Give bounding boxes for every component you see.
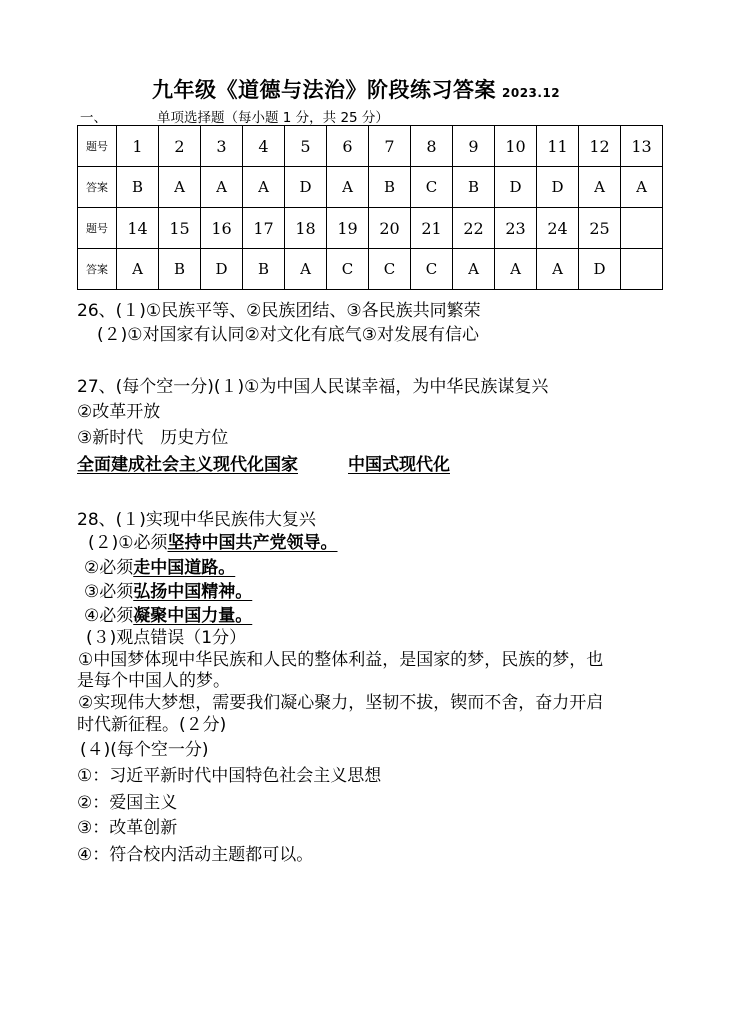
answer-cell: A	[537, 249, 579, 290]
table-row	[78, 249, 663, 290]
table-row	[78, 167, 663, 208]
answer-cell: D	[201, 249, 243, 290]
answer-cell: A	[327, 167, 369, 208]
answer-cell: A	[243, 167, 285, 208]
question-number-cell: 24	[537, 208, 579, 249]
answer-cell: D	[537, 167, 579, 208]
q28-part2-answer4: 凝聚中国力量。	[133, 606, 253, 626]
answer-cell	[621, 249, 663, 290]
answer-cell: B	[243, 249, 285, 290]
title-date: 2023.12	[502, 86, 561, 100]
answer-cell: D	[285, 167, 327, 208]
question-number-cell: 1	[117, 126, 159, 167]
question-number-cell: 21	[411, 208, 453, 249]
page-title	[152, 74, 560, 104]
table-header-cell: 题号	[78, 126, 117, 167]
q27-line2: ②改革开放	[77, 402, 161, 422]
answer-table	[77, 125, 663, 290]
answer-cell: A	[453, 249, 495, 290]
question-number-cell: 10	[495, 126, 537, 167]
answer-cell: C	[369, 249, 411, 290]
answer-cell: B	[453, 167, 495, 208]
question-number-cell: 20	[369, 208, 411, 249]
q28-part2-line3	[84, 577, 252, 602]
q28-part4-heading: (４)(每个空一分)	[80, 740, 209, 760]
question-number-cell: 2	[159, 126, 201, 167]
q28-part3-line1a: ①中国梦体现中华民族和人民的整体利益，是国家的梦，民族的梦，也	[78, 650, 604, 670]
answer-cell: A	[285, 249, 327, 290]
question-number-cell: 19	[327, 208, 369, 249]
question-number-cell: 3	[201, 126, 243, 167]
q28-line1: 28、(１)实现中华民族伟大复兴	[77, 510, 316, 530]
q27-answer-a: 全面建成社会主义现代化国家	[77, 455, 298, 475]
question-number-cell	[621, 208, 663, 249]
q28-part2-prefix3: ③必须	[84, 582, 134, 602]
question-number-cell: 22	[453, 208, 495, 249]
q28-part4-item4: ④：符合校内活动主题都可以。	[77, 845, 314, 865]
q28-part3-line2b: 时代新征程。(２分)	[77, 715, 227, 735]
section1-label: 单项选择题（每小题 1 分，共 25 分）	[157, 110, 389, 126]
q28-part2-line2	[84, 553, 235, 578]
answer-cell: C	[327, 249, 369, 290]
q27-line1: 27、(每个空一分)(１)①为中国人民谋幸福，为中华民族谋复兴	[77, 377, 549, 397]
question-number-cell: 12	[579, 126, 621, 167]
answer-cell: C	[411, 249, 453, 290]
question-number-cell: 5	[285, 126, 327, 167]
answer-cell: B	[369, 167, 411, 208]
answer-cell: A	[159, 167, 201, 208]
answer-cell: A	[201, 167, 243, 208]
table-row	[78, 208, 663, 249]
answer-cell: B	[117, 167, 159, 208]
question-number-cell: 25	[579, 208, 621, 249]
answer-cell: C	[411, 167, 453, 208]
answer-cell: D	[579, 249, 621, 290]
q28-part2-answer2: 走中国道路。	[133, 558, 236, 578]
question-number-cell: 7	[369, 126, 411, 167]
question-number-cell: 18	[285, 208, 327, 249]
q28-part2-answer3: 弘扬中国精神。	[133, 582, 253, 602]
question-number-cell: 23	[495, 208, 537, 249]
q26-line2: (２)①对国家有认同②对文化有底气③对发展有信心	[97, 325, 479, 345]
answer-cell: A	[621, 167, 663, 208]
q27-answer-b: 中国式现代化	[348, 455, 450, 475]
answer-cell: A	[117, 249, 159, 290]
q28-part2-prefix2: ②必须	[84, 558, 134, 578]
table-row	[78, 126, 663, 167]
q28-part2-answer1: 坚持中国共产党领导。	[167, 533, 338, 553]
question-number-cell: 17	[243, 208, 285, 249]
question-number-cell: 6	[327, 126, 369, 167]
table-header-cell: 题号	[78, 208, 117, 249]
answer-cell: D	[495, 167, 537, 208]
q28-part2-line1	[88, 528, 338, 553]
q26-line1: 26、(１)①民族平等、②民族团结、③各民族共同繁荣	[77, 301, 481, 321]
question-number-cell: 11	[537, 126, 579, 167]
answer-cell: A	[495, 249, 537, 290]
answer-cell: B	[159, 249, 201, 290]
section1-heading	[80, 106, 389, 126]
table-header-cell: 答案	[78, 167, 117, 208]
question-number-cell: 4	[243, 126, 285, 167]
question-number-cell: 9	[453, 126, 495, 167]
q28-part2-prefix: (２)①必须	[88, 533, 168, 553]
q28-part4-item2: ②：爱国主义	[77, 793, 178, 813]
question-number-cell: 15	[159, 208, 201, 249]
question-number-cell: 13	[621, 126, 663, 167]
q27-line3: ③新时代 历史方位	[77, 428, 229, 448]
answer-cell: A	[579, 167, 621, 208]
q28-part3-line2a: ②实现伟大梦想，需要我们凝心聚力，坚韧不拔，锲而不舍，奋力开启	[78, 693, 604, 713]
title-text: 九年级《道德与法治》阶段练习答案	[152, 78, 496, 102]
section1-number: 一、	[80, 110, 107, 126]
q28-part4-item1: ①：习近平新时代中国特色社会主义思想	[77, 766, 382, 786]
table-header-cell: 答案	[78, 249, 117, 290]
q28-part3-line1b: 是每个中国人的梦。	[77, 671, 230, 691]
q28-part4-item3: ③：改革创新	[77, 818, 178, 838]
question-number-cell: 8	[411, 126, 453, 167]
q28-part3-heading: (３)观点错误（1分）	[86, 628, 247, 648]
q28-part2-prefix4: ④必须	[84, 606, 134, 626]
question-number-cell: 16	[201, 208, 243, 249]
question-number-cell: 14	[117, 208, 159, 249]
